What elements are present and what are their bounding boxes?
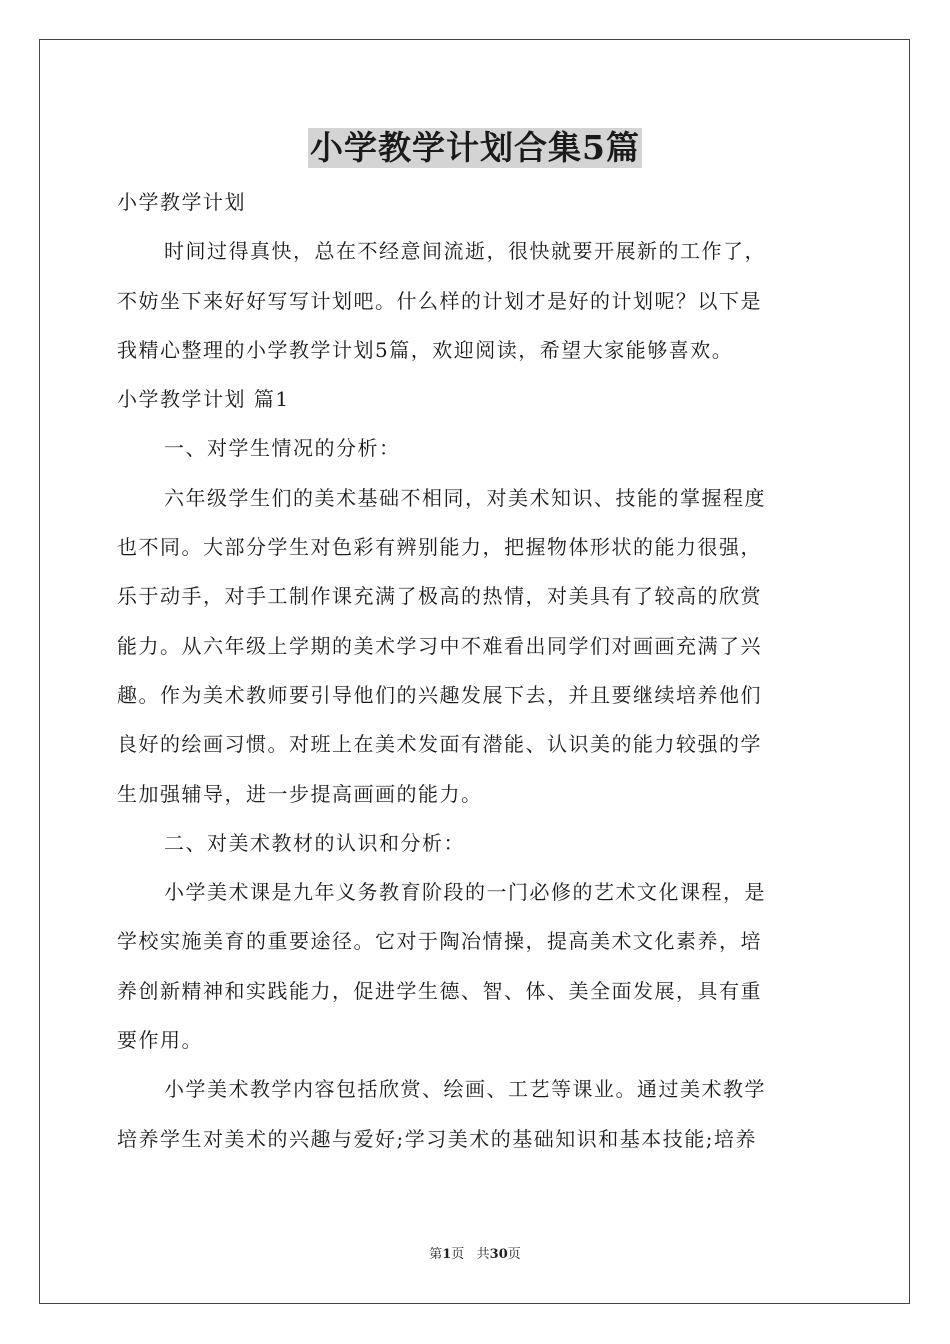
document-title: 小学教学计划合集5篇	[310, 128, 640, 167]
document-body	[117, 178, 833, 1164]
text-line: 不妨坐下来好好写写计划吧。什么样的计划才是好的计划呢？以下是	[117, 288, 762, 313]
text-line: 二、对美术教材的认识和分析：	[164, 830, 465, 855]
text-line: 良好的绘画习惯。对班上在美术发面有潜能、认识美的能力较强的学	[117, 732, 762, 757]
page-footer	[0, 1246, 950, 1264]
text-line: 乐于动手，对手工制作课充满了极高的热情，对美具有了较高的欣赏	[117, 584, 762, 609]
text-line: 能力。从六年级上学期的美术学习中不难看出同学们对画画充满了兴	[117, 633, 762, 658]
text-line: 小学美术课是九年义务教育阶段的一门必修的艺术文化课程，是	[164, 880, 766, 905]
text-line: 一、对学生情况的分析：	[164, 436, 401, 461]
footer-suffix: 页	[507, 1247, 521, 1262]
text-line: 生加强辅导，进一步提高画画的能力。	[117, 781, 483, 806]
text-line: 趣。作为美术教师要引导他们的兴趣发展下去，并且要继续培养他们	[117, 682, 762, 707]
text-line: 小学美术教学内容包括欣赏、绘画、工艺等课业。通过美术教学	[164, 1077, 766, 1102]
footer-prefix: 第	[429, 1247, 443, 1262]
text-line: 学校实施美育的重要途径。它对于陶冶情操，提高美术文化素养，培	[117, 929, 762, 954]
footer-middle: 页 共	[451, 1247, 490, 1262]
text-line: 小学教学计划	[117, 190, 246, 214]
title-container	[0, 128, 950, 168]
text-line: 培养学生对美术的兴趣与爱好;学习美术的基础知识和基本技能;培养	[117, 1126, 757, 1151]
text-line: 我精心整理的小学教学计划5篇，欢迎阅读，希望大家能够喜欢。	[117, 337, 734, 362]
text-line: 也不同。大部分学生对色彩有辨别能力，把握物体形状的能力很强，	[117, 535, 762, 560]
text-line: 六年级学生们的美术基础不相同，对美术知识、技能的掌握程度	[164, 485, 766, 510]
text-line: 养创新精神和实践能力，促进学生德、智、体、美全面发展，具有重	[117, 978, 762, 1003]
footer-total-pages: 30	[489, 1247, 508, 1262]
text-line: 要作用。	[117, 1028, 203, 1053]
text-line: 小学教学计划 篇1	[117, 387, 290, 412]
text-line: 时间过得真快，总在不经意间流逝，很快就要开展新的工作了，	[164, 239, 766, 264]
footer-page-number: 1	[442, 1247, 452, 1262]
